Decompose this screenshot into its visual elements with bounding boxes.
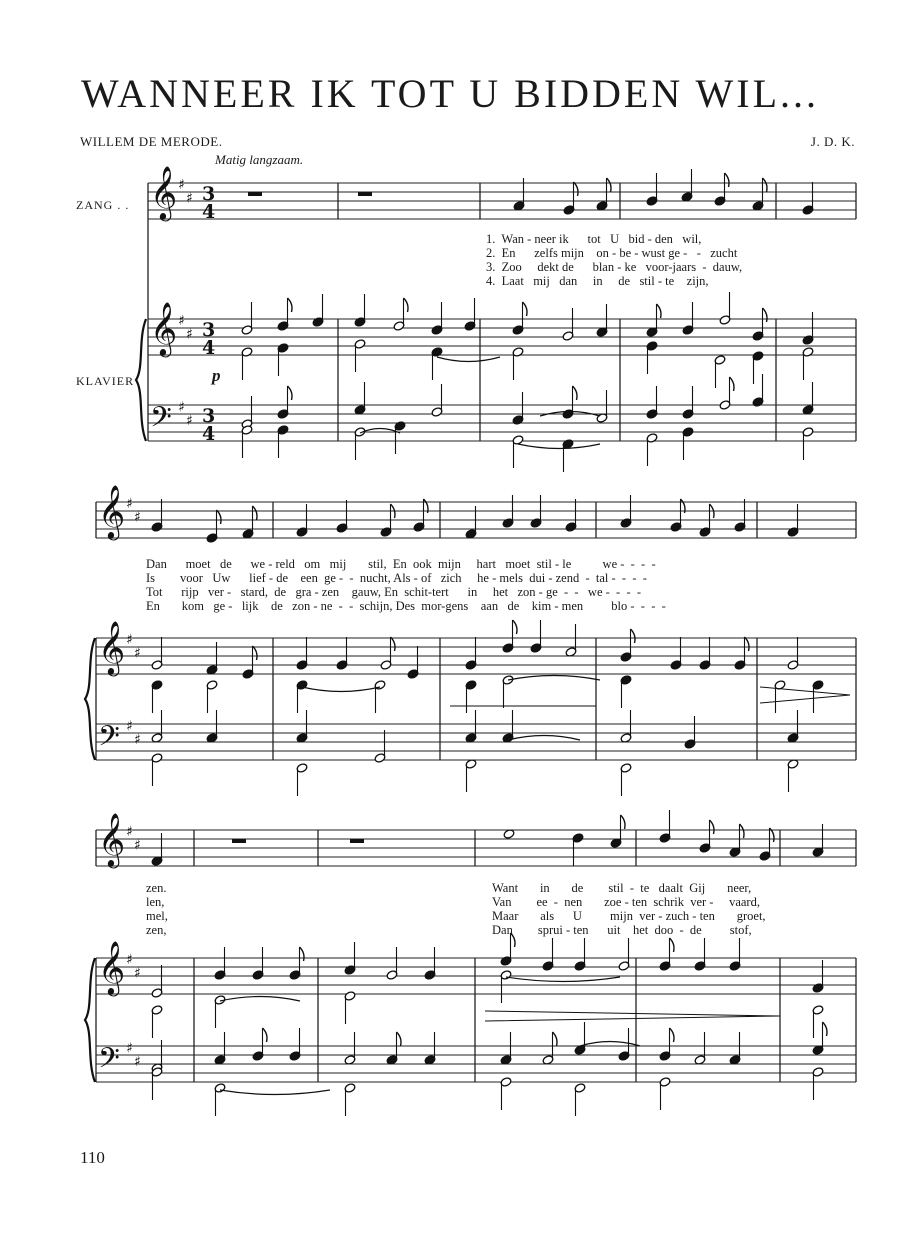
treble-clef: 𝄞 [98, 940, 126, 994]
diminuendo-hairpin [485, 1011, 780, 1021]
voice-label: ZANG . . [76, 198, 130, 212]
sharp-sign: ♯ [178, 399, 185, 416]
time-signature: 4 [202, 201, 216, 223]
tie [508, 676, 600, 681]
note-flag [263, 1028, 268, 1042]
sharp-sign: ♯ [126, 718, 133, 735]
time-signature: 4 [202, 423, 216, 445]
note-flag [288, 386, 293, 400]
note-flag [574, 182, 579, 196]
author-credit: WILLEM DE MERODE. [80, 134, 223, 149]
lyric-line: Maar als U mijn ver - zuch - ten groet, [492, 909, 766, 923]
lyric-line: Van ee - nen zoe - ten schrik ver - vaard, [492, 895, 760, 909]
tie [518, 444, 600, 449]
treble-clef: 𝄞 [98, 484, 126, 538]
time-signature: 3 [202, 405, 216, 427]
note-flag [523, 302, 528, 316]
note-flag [288, 298, 293, 312]
note-flag [763, 178, 768, 192]
note-flag [391, 637, 396, 651]
note-flag [300, 947, 305, 961]
lyric-line: En kom ge - lijk de zon - ne - - schijn, Des mor-gens aan de kim - men blo - - - - [146, 599, 666, 613]
note-flag [657, 304, 662, 318]
note-flag [397, 1032, 402, 1046]
note-flag [573, 386, 578, 400]
piano-label: KLAVIER [76, 374, 135, 388]
sharp-sign: ♯ [126, 1040, 133, 1057]
note-flag [553, 1032, 558, 1046]
lyric-line: 1. Wan - neer ik tot U bid - den wil, [486, 232, 702, 246]
sharp-sign: ♯ [126, 632, 133, 648]
note-flag [253, 506, 258, 520]
tie [220, 997, 300, 1002]
lyric-line: Dan sprui - ten uit het doo - de stof, [492, 923, 752, 937]
tie [506, 977, 620, 982]
sharp-sign: ♯ [134, 1054, 141, 1070]
lyric-line: 3. Zoo dekt de blan - ke voor-jaars - dauw, [486, 260, 743, 274]
sharp-sign: ♯ [126, 952, 133, 968]
treble-clef: 𝄞 [150, 301, 178, 355]
lyric-line: zen. [146, 881, 167, 895]
note-flag [730, 377, 735, 391]
note-flag [725, 173, 730, 187]
lyric-line: len, [146, 895, 165, 909]
time-signature: 3 [202, 319, 216, 341]
note-flag [745, 637, 750, 651]
sharp-sign: ♯ [186, 413, 193, 429]
diminuendo-hairpin [760, 687, 850, 703]
tie [437, 357, 500, 362]
note-flag [404, 298, 409, 312]
note-flag [217, 510, 222, 524]
piano-brace [85, 638, 95, 760]
tie [220, 1090, 330, 1095]
treble-clef: 𝄞 [98, 620, 126, 674]
note-flag [710, 820, 715, 834]
note-flag [607, 178, 612, 192]
note-flag [670, 1028, 675, 1042]
sharp-sign: ♯ [134, 645, 141, 662]
song-title: WANNEER IK TOT U BIDDEN WIL... [80, 71, 820, 116]
note-flag [511, 933, 516, 947]
bass-clef: 𝄢 [150, 401, 172, 441]
sharp-sign: ♯ [126, 824, 133, 840]
sharp-sign: ♯ [186, 326, 193, 343]
bass-clef: 𝄢 [98, 1042, 120, 1082]
sharp-sign: ♯ [186, 190, 193, 207]
tie [580, 1042, 640, 1047]
lyric-line: Want in de stil - te daalt Gij neer, [492, 881, 752, 895]
sharp-sign: ♯ [178, 177, 185, 193]
lyric-line: Is voor Uw lief - de een ge - - nucht, Als - of zich he - mels dui - zend - tal - - - - [146, 571, 647, 585]
piano-brace [136, 319, 146, 441]
half-rest [232, 839, 246, 843]
bass-clef: 𝄢 [98, 720, 120, 760]
lyric-line: 2. En zelfs mijn on - be - wust ge - - zucht [486, 246, 738, 260]
sharp-sign: ♯ [126, 496, 133, 512]
tie [508, 736, 580, 741]
note-flag [513, 620, 518, 634]
note-flag [740, 824, 745, 838]
tie [302, 687, 380, 692]
half-rest [358, 192, 372, 196]
lyric-line: 4. Laat mij dan in de stil - te zijn, [486, 274, 709, 288]
half-rest [248, 192, 262, 196]
lyric-line: zen, [146, 923, 167, 937]
half-rest [350, 839, 364, 843]
tempo-marking: Matig langzaam. [215, 152, 304, 167]
note-flag [823, 1022, 828, 1036]
composer-credit: J. D. K. [810, 134, 855, 149]
lyric-line: mel, [146, 909, 168, 923]
dynamic-piano: p [212, 366, 221, 385]
note-flag [670, 938, 675, 952]
note-flag [621, 815, 626, 829]
sharp-sign: ♯ [134, 965, 141, 982]
sharp-sign: ♯ [178, 313, 185, 329]
lyric-line: Tot rijp ver - stard, de gra - zen gauw, En schit-tert in het zon - ge - - we - - - - [146, 585, 642, 599]
sharp-sign: ♯ [134, 837, 141, 854]
lyric-line: Dan moet de we - reld om mij stil, En ook mijn hart moet stil - le we - - - - [146, 557, 656, 571]
note-flag [763, 308, 768, 322]
treble-clef: 𝄞 [150, 165, 178, 219]
time-signature: 3 [202, 183, 216, 205]
piano-brace [85, 958, 95, 1082]
page-number: 110 [80, 1148, 105, 1167]
sharp-sign: ♯ [134, 509, 141, 526]
note-flag [631, 629, 636, 643]
treble-clef: 𝄞 [98, 812, 126, 866]
time-signature: 4 [202, 337, 216, 359]
note-flag [253, 646, 258, 660]
sharp-sign: ♯ [134, 732, 141, 748]
